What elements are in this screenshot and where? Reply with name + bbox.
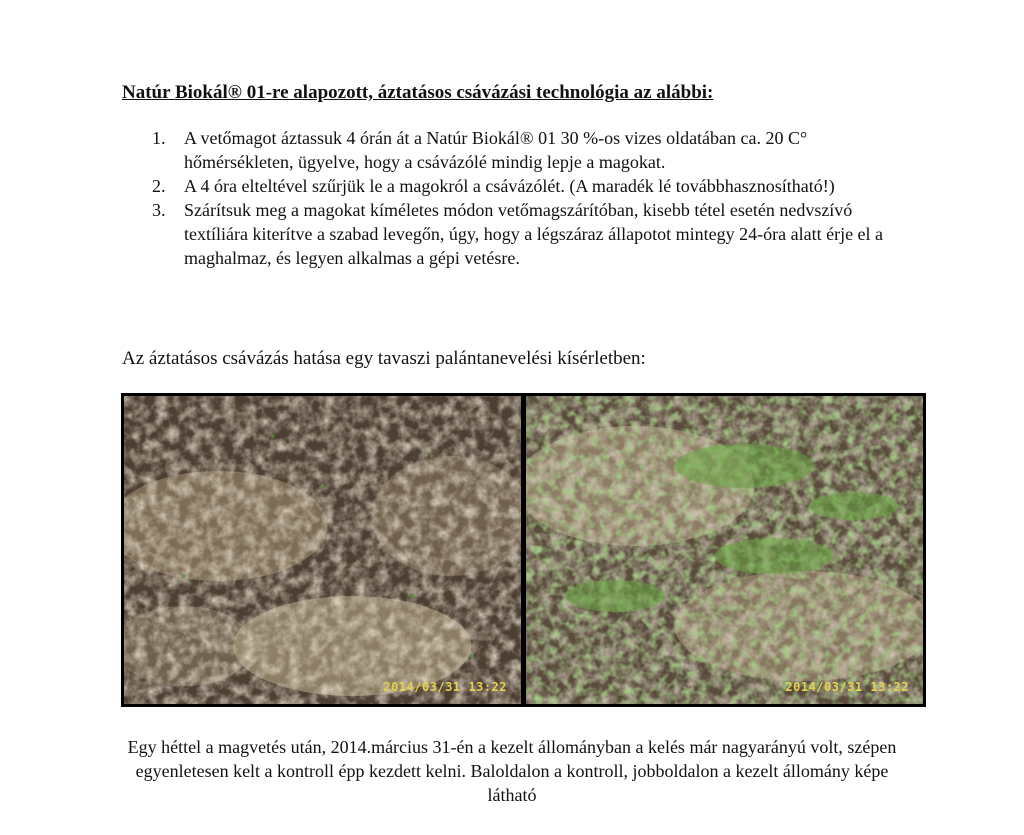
step-number: 3.: [152, 200, 166, 220]
step-number: 1.: [152, 128, 166, 148]
procedure-step: [0, 198, 914, 270]
step-text: Szárítsuk meg a magokat kíméletes módon vetőmagszárítóban, kisebb tétel esetén nedvszívó textíliára kiterítve a szabad levegőn, úgy, hogy a légszáraz állapotot mintegy 24-óra alatt érje el a maghalmaz, és legyen alkalmas a gépi vetésre.: [184, 200, 884, 268]
seedling-texture-image: [526, 396, 923, 704]
photo-comparison: [121, 393, 926, 707]
soil-texture-image: [124, 396, 521, 704]
photo-caption: Egy héttel a magvetés után, 2014.március 31-én a kezelt állományban a kelés már nagyarányú volt, szépen egyenletesen kelt a kontroll épp kezdett kelni. Baloldalon a kontroll, jobboldalon a kezelt állomány képe látható: [127, 737, 897, 805]
procedure-steps: [0, 126, 914, 270]
photo-timestamp: 2014/03/31 13:22: [785, 680, 909, 694]
procedure-step: [0, 174, 914, 198]
step-text: A vetőmagot áztassuk 4 órán át a Natúr Biokál® 01 30 %-os vizes oldatában ca. 20 C° hőmérsékleten, ügyelve, hogy a csávázólé mindig lepje a magokat.: [184, 128, 808, 172]
photo-timestamp: 2014/03/31 13:22: [383, 680, 507, 694]
step-text: A 4 óra elteltével szűrjük le a magokról a csávázólét. (A maradék lé továbbhasznosítható!): [184, 176, 835, 196]
procedure-step: [0, 126, 914, 174]
experiment-intro: Az áztatásos csávázás hatása egy tavaszi palántanevelési kísérletben:: [122, 348, 646, 369]
step-number: 2.: [152, 176, 166, 196]
document-heading: Natúr Biokál® 01-re alapozott, áztatásos csávázási technológia az alábbi:: [122, 82, 714, 103]
control-plot-photo: [124, 396, 521, 704]
treated-plot-photo: [526, 396, 923, 704]
